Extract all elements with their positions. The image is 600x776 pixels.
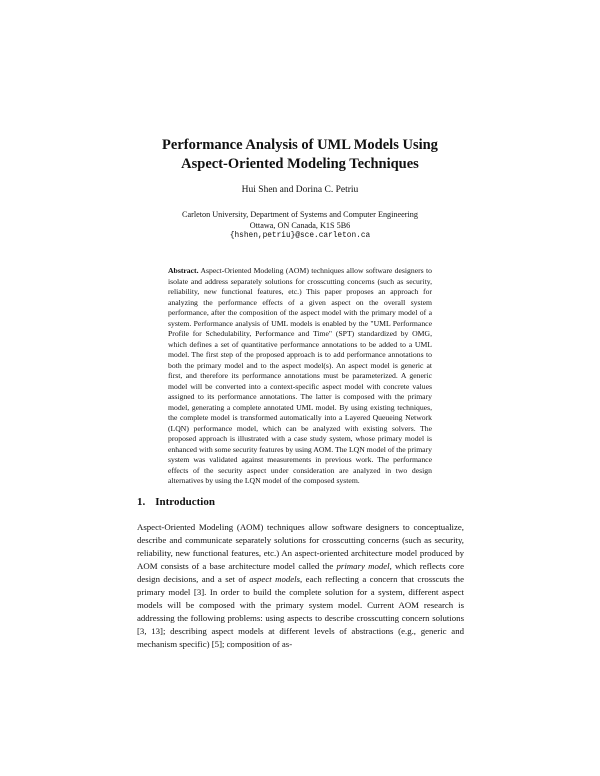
section-number: 1. bbox=[137, 496, 146, 508]
title-line-2: Aspect-Oriented Modeling Techniques bbox=[181, 156, 419, 172]
affiliation-line-2: Ottawa, ON Canada, K1S 5B6 bbox=[249, 220, 351, 230]
intro-text-3: , each reflecting a concern that crosscuts the primary model [3]. In order to build the complete solution for a system, different aspect models will be composed with the primary system model. Current AOM research is addressing the following problems: using aspects to describe crosscutting concern solutions [3, 13]; describing aspect models at different levels of abstractions (e.g., generic and mechanism specific) [5]; composition of as- bbox=[137, 574, 464, 649]
title-line-1: Performance Analysis of UML Models Using bbox=[162, 137, 438, 153]
section-heading bbox=[137, 496, 215, 508]
section-title: Introduction bbox=[155, 496, 215, 508]
intro-emphasis-1: primary model bbox=[336, 561, 390, 571]
abstract-label: Abstract. bbox=[168, 266, 199, 275]
authors: Hui Shen and Dorina C. Petriu bbox=[241, 185, 359, 195]
affiliation-line-1: Carleton University, Department of Systems and Computer Engineering bbox=[182, 210, 418, 219]
abstract bbox=[168, 266, 432, 487]
intro-emphasis-2: aspect models bbox=[249, 574, 301, 584]
email: {hshen,petriu}@sce.carleton.ca bbox=[229, 232, 371, 240]
abstract-text: Aspect-Oriented Modeling (AOM) techniques allow software designers to isolate and address separately solutions for crosscutting concerns (such as security, reliability, new functional features, etc.) This paper proposes an approach for analyzing the performance effects of a given aspect on the overall system performance, after the composition of the aspect model with the primary model of a system. Performance analysis of UML models is enabled by the "UML Performance Profile for Schedulability, Performance and Time" (SPT) standardized by OMG, which defines a set of quantitative performance annotations to be added to a UML model. The first step of the proposed approach is to add performance annotations to both the primary model and to the aspect model(s). An aspect model is generic at first, and therefore its performance annotations must be parameterized. A generic model will be converted into a context-specific aspect model with concrete values assigned to its performance annotations. The latter is composed with the primary model, generating a complete annotated UML model. By using existing techniques, the complete model is transformed automatically into a Layered Queueing Network (LQN) performance model, which can be analyzed with existing solvers. The proposed approach is illustrated with a case study system, whose primary model is enhanced with some security features by using AOM. The LQN model of the primary system was validated against measurements in previous work. The performance effects of the security aspect under consideration are analyzed in two design alternatives by using the LQN model of the composed system. bbox=[168, 266, 432, 486]
intro-paragraph bbox=[137, 521, 464, 651]
intro-text-1: Aspect-Oriented Modeling (AOM) techniques allow software designers to conceptualize, describe and communicate separately solutions for crosscutting concerns (such as security, reliability, new functional features, etc.) An aspect-oriented architecture model produced by AOM consists of a base architecture model called the bbox=[137, 522, 464, 571]
intro-text-2: , which reflects core design decisions, and a set of bbox=[137, 561, 465, 584]
affiliation bbox=[100, 210, 500, 242]
paper-title bbox=[100, 136, 500, 174]
